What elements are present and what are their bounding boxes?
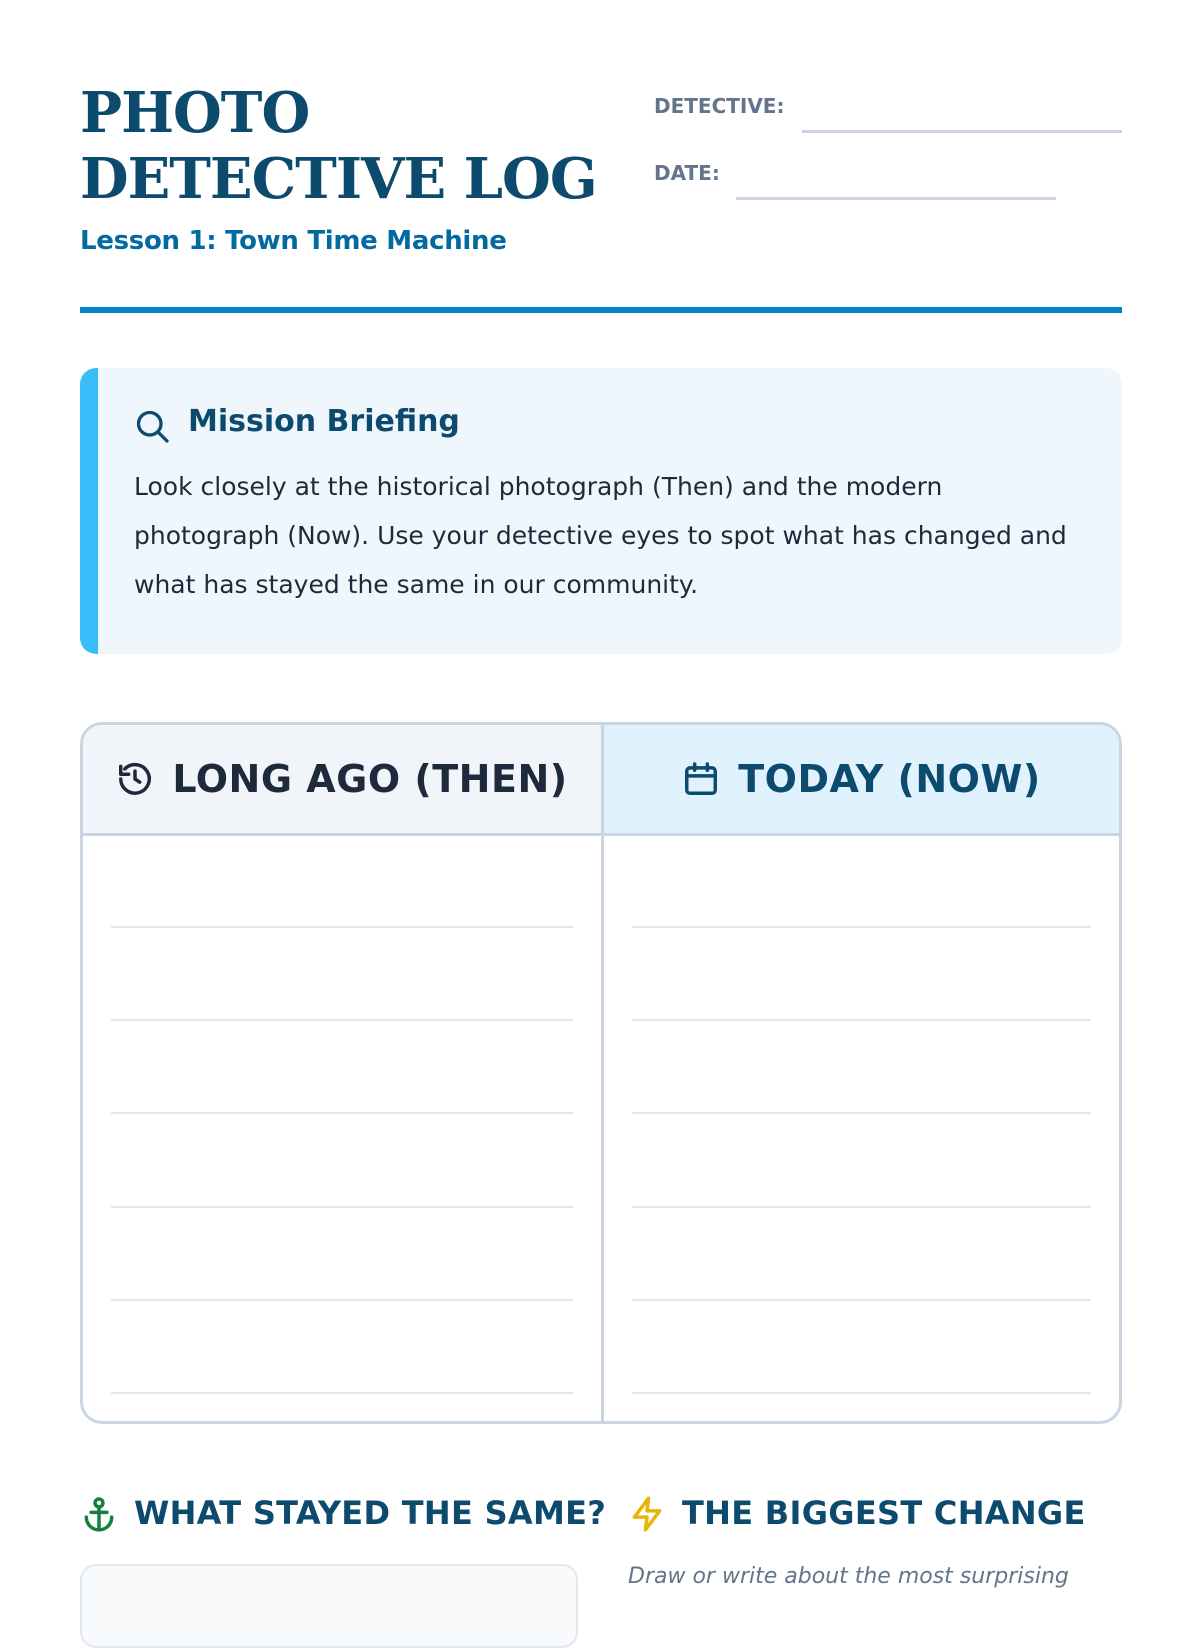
biggest-change-instructions: Draw or write about the most surprising xyxy=(628,1564,1069,1589)
lesson-subtitle: Lesson 1: Town Time Machine xyxy=(80,226,507,256)
stayed-same-title: WHAT STAYED THE SAME? xyxy=(134,1494,607,1532)
then-label: LONG AGO (THEN) xyxy=(172,757,568,801)
briefing-text: Look closely at the historical photograph (Then) and the modern photograph (Now). Use your detective eyes to spot what has changed and what has stayed the same in our community. xyxy=(134,472,1067,599)
now-header xyxy=(604,725,1119,836)
now-write-line[interactable] xyxy=(632,926,1091,928)
search-icon xyxy=(134,408,170,444)
now-write-line[interactable] xyxy=(632,1392,1091,1394)
stayed-same-answer-box[interactable] xyxy=(80,1564,578,1648)
detective-label: DETECTIVE: xyxy=(654,94,785,118)
then-write-line[interactable] xyxy=(111,1392,573,1394)
mission-briefing xyxy=(80,368,1122,654)
anchor-icon xyxy=(80,1494,118,1534)
then-write-line[interactable] xyxy=(111,1206,573,1208)
detective-name-field[interactable] xyxy=(802,130,1122,133)
then-now-table xyxy=(80,722,1122,1424)
now-label: TODAY (NOW) xyxy=(738,757,1041,801)
history-icon xyxy=(116,760,154,798)
then-write-line[interactable] xyxy=(111,1299,573,1301)
calendar-icon xyxy=(682,760,720,798)
then-write-line[interactable] xyxy=(111,1019,573,1021)
briefing-accent-bar xyxy=(80,368,98,654)
now-write-line[interactable] xyxy=(632,1019,1091,1021)
then-write-line[interactable] xyxy=(111,926,573,928)
briefing-title: Mission Briefing xyxy=(188,404,460,439)
now-write-line[interactable] xyxy=(632,1206,1091,1208)
lightning-icon xyxy=(628,1494,666,1534)
then-column xyxy=(83,725,604,1421)
biggest-change-title: THE BIGGEST CHANGE xyxy=(682,1494,1086,1532)
then-header xyxy=(83,725,601,836)
now-write-line[interactable] xyxy=(632,1299,1091,1301)
now-column xyxy=(604,725,1119,1421)
then-write-line[interactable] xyxy=(111,1112,573,1114)
header-divider xyxy=(80,307,1122,313)
now-write-line[interactable] xyxy=(632,1112,1091,1114)
page-title: PHOTO DETECTIVE LOG xyxy=(80,80,597,212)
date-field[interactable] xyxy=(736,197,1056,200)
date-label: DATE: xyxy=(654,161,720,185)
